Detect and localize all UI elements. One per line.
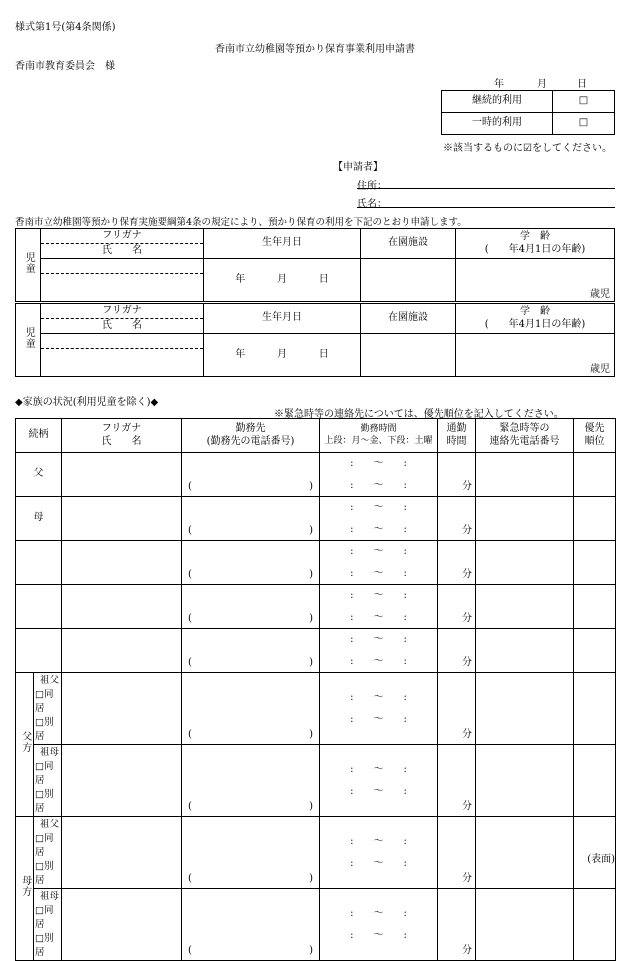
relation-input[interactable] (16, 629, 62, 673)
commute-input[interactable]: 分 (438, 629, 476, 673)
declaration-text: 香南市立幼稚園等預かり保育実施要綱第4条の規定により、預かり保育の利用を下記のとおり申請します。 (15, 217, 467, 228)
child-birthdate-header: 生年月日 (204, 229, 361, 259)
name-input[interactable] (62, 453, 182, 497)
work-input[interactable]: ( ) (182, 629, 320, 673)
header-commute: 通勤 時間 (438, 419, 476, 453)
hours-input[interactable]: : ～ : : ～ : (320, 673, 438, 745)
child-school-header: 在園施設 (361, 229, 456, 259)
hours-input[interactable]: : ～ : : ～ : (320, 541, 438, 585)
commute-input[interactable]: 分 (438, 453, 476, 497)
name-input[interactable] (62, 629, 182, 673)
commute-input[interactable]: 分 (438, 585, 476, 629)
usage-temporary-checkbox[interactable]: □ (553, 113, 615, 135)
header-name: フリガナ 氏 名 (62, 419, 182, 453)
relation-mother: 母 (16, 497, 62, 541)
header-hours: 勤務時間 上段：月～金、下段：土曜 (320, 419, 438, 453)
family-row (16, 541, 616, 585)
usage-note: ※該当するものに☑をしてください。 (443, 143, 612, 154)
work-input[interactable]: ( ) (182, 541, 320, 585)
applicant-address-label: 住所： (357, 181, 387, 192)
priority-input[interactable] (574, 745, 616, 817)
usage-temporary-label: 一時的利用 (442, 113, 553, 135)
hours-input[interactable]: : ～ : : ～ : (320, 889, 438, 961)
child-name-header: 氏 名 (41, 244, 204, 259)
family-table (15, 418, 616, 961)
date-year-label: 年 (494, 79, 504, 90)
relation-grandfather[interactable]: 祖父 □同居 □別居 (34, 817, 62, 889)
hours-input[interactable]: : ～ : : ～ : (320, 745, 438, 817)
applicant-name-label: 氏名： (357, 199, 387, 210)
child-school-input[interactable] (361, 259, 456, 302)
commute-input[interactable]: 分 (438, 497, 476, 541)
usage-type-table (441, 90, 615, 135)
date-month-label: 月 (537, 79, 547, 90)
work-input[interactable]: ( ) (182, 585, 320, 629)
priority-input[interactable] (574, 629, 616, 673)
hours-input[interactable]: : ～ : : ～ : (320, 497, 438, 541)
hours-input[interactable]: : ～ : : ～ : (320, 629, 438, 673)
name-input[interactable] (62, 745, 182, 817)
family-row (16, 889, 616, 961)
commute-input[interactable]: 分 (438, 673, 476, 745)
commute-input[interactable]: 分 (438, 817, 476, 889)
emergency-note: ※緊急時等の連絡先については、優先順位を記入してください。 (274, 409, 564, 420)
work-input[interactable]: ( ) (182, 673, 320, 745)
addressee: 香南市教育委員会 様 (15, 61, 115, 72)
child-furigana-header: フリガナ (41, 229, 204, 244)
relation-grandfather[interactable]: 祖父 □同居 □別居 (34, 673, 62, 745)
commute-input[interactable]: 分 (438, 889, 476, 961)
priority-input[interactable] (574, 889, 616, 961)
form-number: 様式第1号(第4条関係) (15, 22, 116, 33)
priority-input[interactable] (574, 673, 616, 745)
work-input[interactable]: ( ) (182, 889, 320, 961)
hours-input[interactable]: : ～ : : ～ : (320, 585, 438, 629)
form-title: 香南市立幼稚園等預かり保育事業利用申請書 (215, 44, 415, 55)
child-name-input[interactable] (41, 349, 204, 377)
date-day-label: 日 (577, 79, 587, 90)
family-row (16, 745, 616, 817)
emergency-phone-input[interactable] (476, 817, 574, 889)
work-input[interactable]: ( ) (182, 453, 320, 497)
commute-input[interactable]: 分 (438, 541, 476, 585)
relation-grandmother[interactable]: 祖母 □同居 □別居 (34, 745, 62, 817)
child-label: 児童 (16, 229, 41, 302)
child-school-header: 在園施設 (361, 304, 456, 334)
family-row (16, 817, 616, 889)
name-input[interactable] (62, 497, 182, 541)
child-name-header: 氏 名 (41, 319, 204, 334)
name-input[interactable] (62, 673, 182, 745)
emergency-phone-input[interactable] (476, 541, 574, 585)
child-table (15, 228, 615, 302)
usage-continuous-checkbox[interactable]: □ (553, 91, 615, 113)
work-input[interactable]: ( ) (182, 745, 320, 817)
name-input[interactable] (62, 541, 182, 585)
emergency-phone-input[interactable] (476, 453, 574, 497)
family-row (16, 673, 616, 745)
relation-father: 父 (16, 453, 62, 497)
side-maternal: 母方 (16, 817, 34, 961)
family-row (16, 585, 616, 629)
priority-input[interactable] (574, 453, 616, 497)
emergency-phone-input[interactable] (476, 629, 574, 673)
priority-input[interactable] (574, 585, 616, 629)
child-school-input[interactable] (361, 334, 456, 377)
child-birthdate-header: 生年月日 (204, 304, 361, 334)
header-work: 勤務先 (勤務先の電話番号) (182, 419, 320, 453)
family-row (16, 629, 616, 673)
emergency-phone-input[interactable] (476, 745, 574, 817)
emergency-phone-input[interactable] (476, 497, 574, 541)
name-input[interactable] (62, 585, 182, 629)
header-relation: 続柄 (16, 419, 62, 453)
child-birthdate-input[interactable]: 年 月 日 (204, 334, 361, 377)
child-furigana-header: フリガナ (41, 304, 204, 319)
family-row (16, 453, 616, 497)
hours-input[interactable]: : ～ : : ～ : (320, 453, 438, 497)
child-age-header: 学 齢 ( 年4月1日の年齢) (456, 229, 615, 259)
relation-grandmother[interactable]: 祖母 □同居 □別居 (34, 889, 62, 961)
work-input[interactable]: ( ) (182, 817, 320, 889)
page-side-label: (表面) (587, 854, 615, 865)
commute-input[interactable]: 分 (438, 745, 476, 817)
priority-input[interactable] (574, 497, 616, 541)
usage-continuous-label: 継続的利用 (442, 91, 553, 113)
work-input[interactable]: ( ) (182, 497, 320, 541)
child-birthdate-input[interactable]: 年 月 日 (204, 259, 361, 302)
name-input[interactable] (62, 817, 182, 889)
emergency-phone-input[interactable] (476, 585, 574, 629)
child-label: 児童 (16, 304, 41, 377)
priority-input[interactable] (574, 541, 616, 585)
family-heading: ◆家族の状況(利用児童を除く)◆ (15, 397, 159, 408)
hours-input[interactable]: : ～ : : ～ : (320, 817, 438, 889)
child-age-header: 学 齢 ( 年4月1日の年齢) (456, 304, 615, 334)
child-age-input[interactable]: 歳児 (456, 334, 615, 377)
child-table (15, 303, 615, 377)
emergency-phone-input[interactable] (476, 889, 574, 961)
relation-input[interactable] (16, 541, 62, 585)
header-priority: 優先 順位 (574, 419, 616, 453)
emergency-phone-input[interactable] (476, 673, 574, 745)
side-paternal: 父方 (16, 673, 34, 817)
name-input[interactable] (62, 889, 182, 961)
child-furigana-input[interactable] (41, 334, 204, 349)
header-emergency: 緊急時等の 連絡先電話番号 (476, 419, 574, 453)
applicant-heading: 【申請者】 (333, 162, 383, 173)
child-name-input[interactable] (41, 274, 204, 302)
relation-input[interactable] (16, 585, 62, 629)
family-row (16, 497, 616, 541)
child-age-input[interactable]: 歳児 (456, 259, 615, 302)
child-furigana-input[interactable] (41, 259, 204, 274)
